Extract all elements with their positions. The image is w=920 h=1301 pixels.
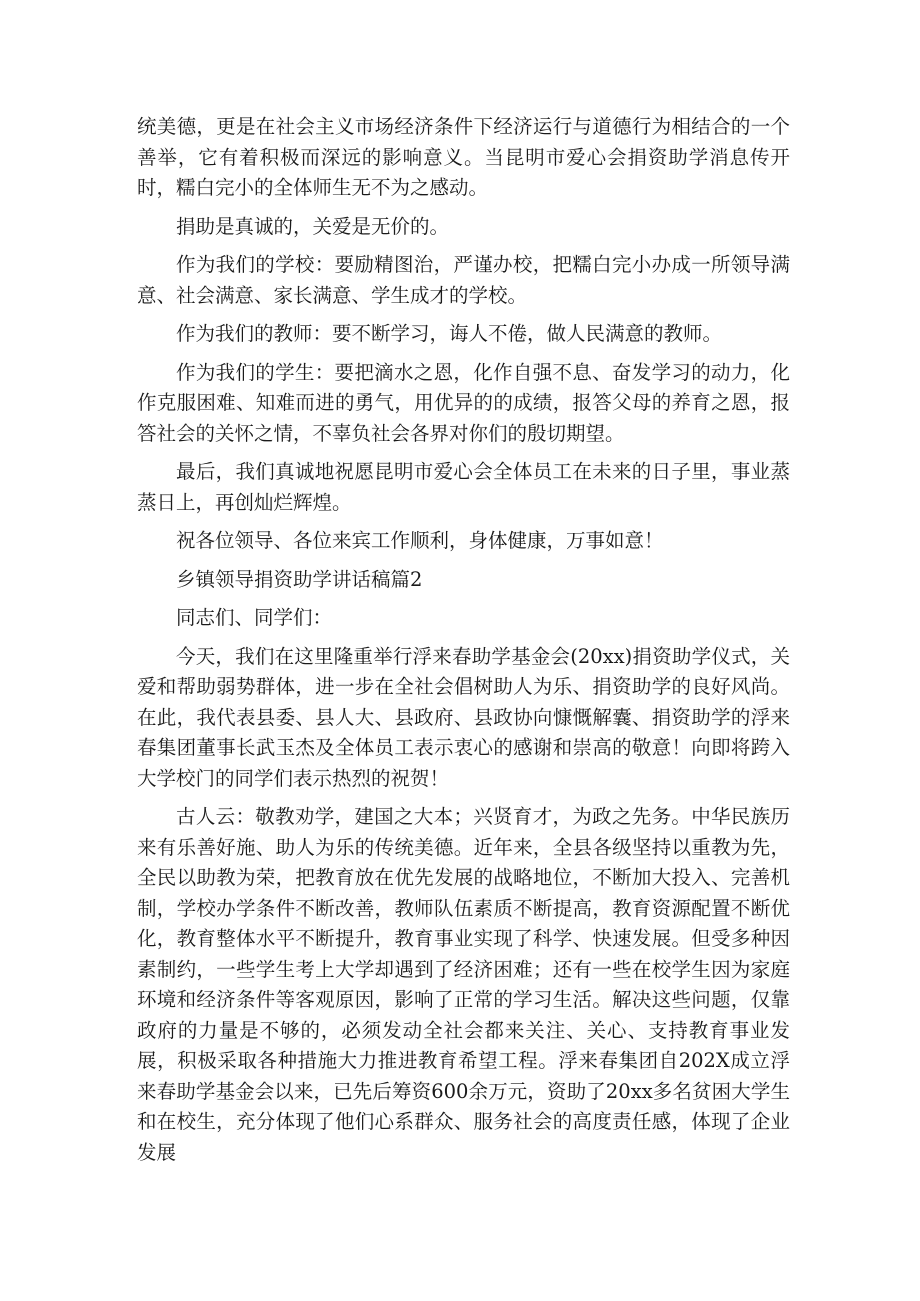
document-page [137, 112, 790, 1176]
paragraph-4: 作为我们的教师：要不断学习，诲人不倦，做人民满意的教师。 [176, 322, 723, 345]
paragraph-2: 捐助是真诚的，关爱是无价的。 [176, 214, 450, 238]
paragraph-11: 古人云：敬教劝学，建国之大本；兴贤育才，为政之先务。中华民族历来有乐善好施、助人为乐的传统美德。近年来，全县各级坚持以重教为先，全民以助教为荣，把教育放在优先发展的战略地位，不断加大投入、完善机制，学校办学条件不断改善，教师队伍素质不断提高，教育资源配置不断优化，教育整体水平不断提升，教育事业实现了科学、快速发展。但受多种因素制约，一些学生考上大学却遇到了经济困难；还有一些在校学生因为家庭环境和经济条件等客观原因，影响了正常的学习生活。解决这些问题，仅靠政府的力量是不够的，必须发动全社会都来关注、关心、支持教育事业发展，积极采取各种措施大力推进教育希望工程。浮来春集团自202X成立浮来春助学基金会以来，已先后筹资600余万元，资助了20xx多名贫困大学生和在校生，充分体现了他们心系群众、服务社会的高度责任感，体现了企业发展 [137, 805, 790, 1164]
paragraph-1: 统美德，更是在社会主义市场经济条件下经济运行与道德行为相结合的一个善举，它有着积极而深远的影响意义。当昆明市爱心会捐资助学消息传开时，糯白完小的全体师生无不为之感动。 [137, 115, 790, 199]
paragraph-10: 今天，我们在这里隆重举行浮来春助学基金会(20xx)捐资助学仪式，关爱和帮助弱势群体，进一步在全社会倡树助人为乐、捐资助学的良好风尚。在此，我代表县委、县人大、县政府、县政协向慷慨解囊、捐资助学的浮来春集团董事长武玉杰及全体员工表示衷心的感谢和崇高的敬意！向即将跨入大学校门的同学们表示热烈的祝贺！ [137, 644, 790, 790]
paragraph-3: 作为我们的学校：要励精图治，严谨办校，把糯白完小办成一所领导满意、社会满意、家长满意、学生成才的学校。 [137, 253, 790, 307]
paragraph-6: 最后，我们真诚地祝愿昆明市爱心会全体员工在未来的日子里，事业蒸蒸日上，再创灿烂辉煌。 [137, 460, 790, 514]
paragraph-5: 作为我们的学生：要把滴水之恩，化作自强不息、奋发学习的动力，化作克服困难、知难而进的勇气，用优异的的成绩，报答父母的养育之恩，报答社会的关怀之情，不辜负社会各界对你们的殷切期望。 [137, 360, 790, 445]
section-heading: 乡镇领导捐资助学讲话稿篇2 [176, 567, 423, 591]
salutation: 同志们、同学们： [176, 606, 333, 629]
paragraph-7: 祝各位领导、各位来宾工作顺利，身体健康，万事如意！ [176, 529, 664, 552]
